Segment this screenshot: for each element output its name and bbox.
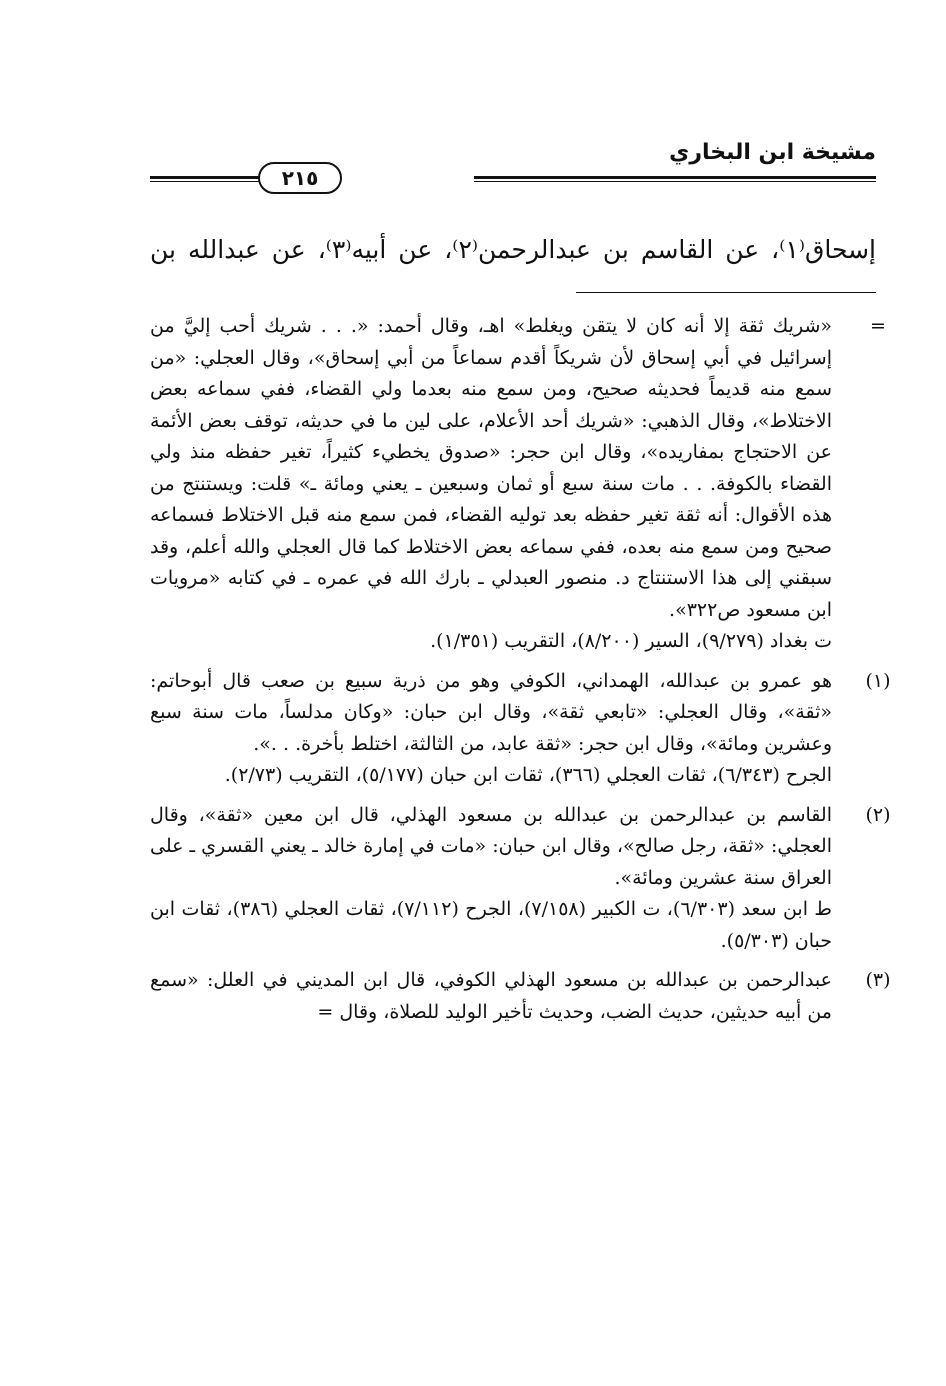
- footnote-3: [150, 965, 891, 1028]
- footnote-text: هو عمرو بن عبدالله، الهمداني، الكوفي وهو من ذرية سبيع بن صعب قال أبوحاتم: «ثقة»، وقال العجلي: «تابعي ثقة»، وقال ابن حبان: «وكان مدلساً، مات سنة سبع وعشرين ومائة»، وقال ابن حجر: «ثقة عابد، من الثالثة، اختلط بأخرة. . .».: [150, 669, 832, 755]
- footnote-text: القاسم بن عبدالرحمن بن عبدالله بن مسعود الهذلي، قال ابن معين «ثقة»، وقال العجلي: «ثقة، رجل صالح»، وقال ابن حبان: «مات في إمارة خالد ـ يعني القسري ـ على العراق سنة عشرين ومائة».: [150, 803, 832, 889]
- footnote-sources: ت بغداد (٩/٢٧٩)، السير (٨/٢٠٠)، التقريب (١/٣٥١).: [430, 630, 832, 652]
- footnote-continued: [150, 311, 886, 658]
- book-page: [150, 140, 891, 1370]
- footnote-sources: الجرح (٦/٣٤٣)، ثقات العجلي (٣٦٦)، ثقات ابن حبان (٥/١٧٧)، التقريب (٢/٧٣).: [224, 764, 832, 786]
- footnote-sources: ط ابن سعد (٦/٣٠٣)، ت الكبير (٧/١٥٨)، الجرح (٧/١١٢)، ثقات العجلي (٣٨٦)، ثقات ابن حبان (٥/٣٠٣).: [150, 898, 833, 952]
- footnote-label: (١): [865, 669, 891, 692]
- footnote-label: (٢): [865, 803, 891, 826]
- footnote-2: [150, 800, 891, 958]
- footnote-1: [150, 666, 891, 792]
- header-rule-right: [474, 176, 876, 182]
- footnote-text: «شريك ثقة إلا أنه كان لا يتقن ويغلط» اهـ، وقال أحمد: «. . . شريك أحب إليَّ من إسرائيل في أبي إسحاق لأن شريكاً أقدم سماعاً من أبي إسحاق»، وقال العجلي: «من سمع منه قديماً فحديثه صحيح، ومن سمع منه بعدما ولي القضاء، ففي سماعه بعض الاختلاط»، وقال الذهبي: «شريك أحد الأعلام، على لين ما في حديثه، توقف بعض الأئمة عن الاحتجاج بمفاريده»، وقال ابن حجر: «صدوق يخطيء كثيراً، تغير حفظه منذ ولي القضاء بالكوفة. . . مات سنة سبع أو ثمان وسبعين ـ يعني ومائة ـ» قلت: ويستنتج من هذه الأقوال: أنه ثقة تغير حفظه بعد توليه القضاء، فمن سمع منه قبل الاختلاط فسماعه صحيح ومن سمع منه بعده، ففي سماعه بعض الاختلاط كما قال العجلي والله أعلم، وقد سبقني إلى هذا الاستنتاج د. منصور العبدلي ـ بارك الله في عمره ـ في كتابه «مرويات ابن مسعود ص٣٢٢».: [150, 315, 832, 621]
- footnote-text: عبدالرحمن بن عبدالله بن مسعود الهذلي الكوفي، قال ابن المديني في العلل: «سمع من أبيه حديثين، حديث الضب، وحديث تأخير الوليد للصلاة، وقال =: [150, 969, 832, 1023]
- header-rule-left: [150, 176, 260, 182]
- page-header: [150, 140, 876, 208]
- footnotes: [150, 311, 891, 1028]
- footnote-label: (٣): [865, 969, 891, 991]
- footnote-label: =: [870, 315, 886, 337]
- footnote-separator: [576, 292, 876, 293]
- running-title: مشيخة ابن البخاري: [669, 140, 876, 165]
- main-text-line: إسحاق⁽١⁾، عن القاسم بن عبدالرحمن⁽٢⁾، عن أبيه⁽٣⁾، عن عبدالله بن: [150, 235, 876, 264]
- page-number: ٢١٥: [258, 162, 342, 194]
